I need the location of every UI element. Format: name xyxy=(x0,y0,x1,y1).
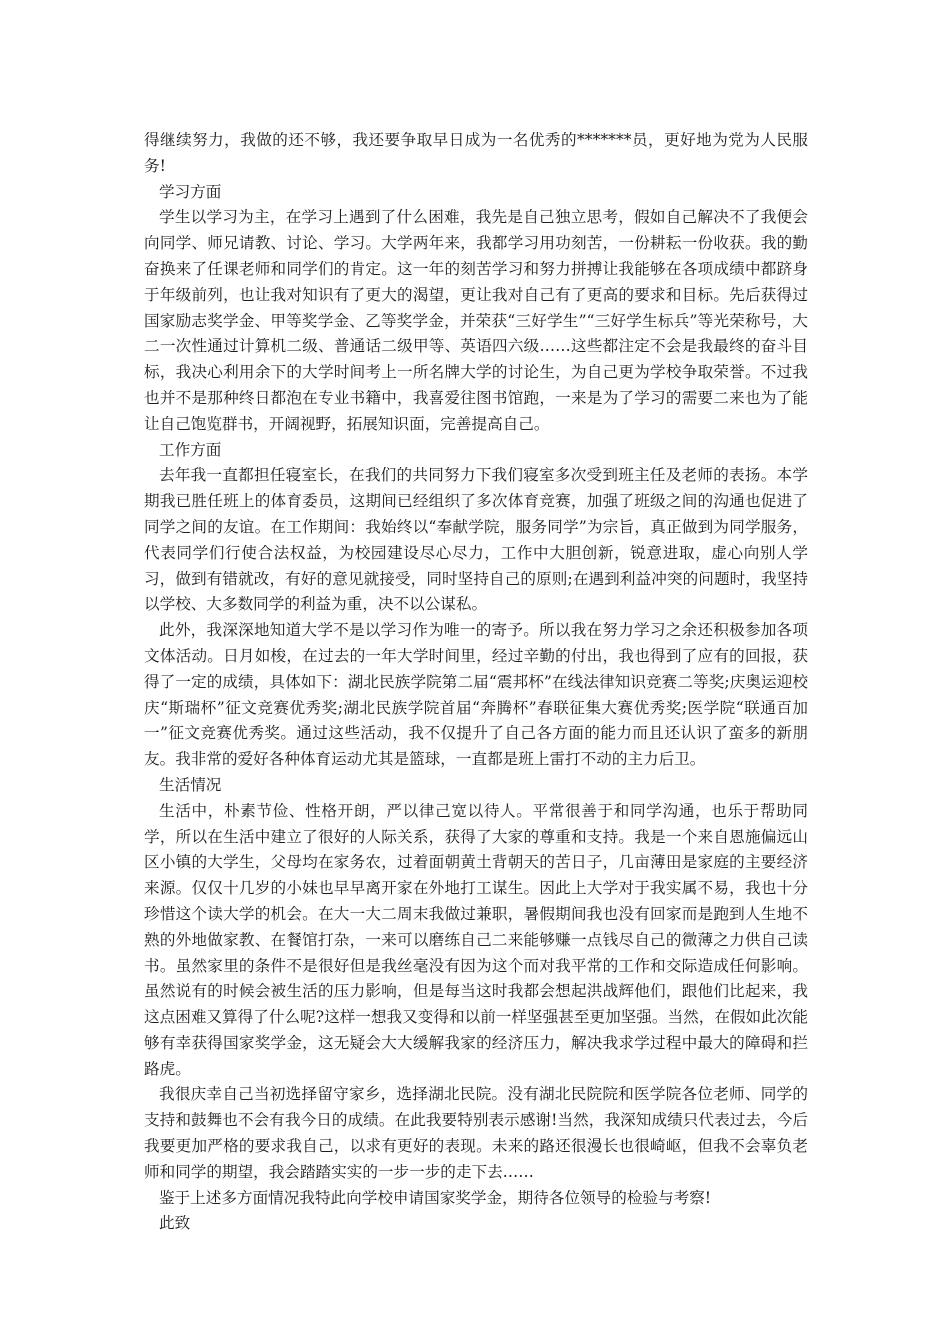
paragraph-gratitude: 我很庆幸自己当初选择留守家乡，选择湖北民院。没有湖北民院院和医学院各位老师、同学的支持和鼓舞也不会有我今日的成绩。在此我要特别表示感谢!当然，我深知成绩只代表过去，今后我要更加严格的要求我自己，以求有更好的表现。未来的路还很漫长也很崎岖，但我不会辜负老师和同学的期望，我会踏踏实实的一步一步的走下去…… xyxy=(144,1085,808,1181)
paragraph-application: 鉴于上述多方面情况我特此向学校申请国家奖学金，期待各位领导的检验与考察! xyxy=(159,1188,712,1207)
paragraph-continued: 得继续努力，我做的还不够，我还要争取早日成为一名优秀的*******员，更好地为党为人民服务! xyxy=(144,131,808,175)
paragraph-life: 生活中，朴素节俭、性格开朗，严以律己宽以待人。平常很善于和同学沟通，也乐于帮助同学，所以在生活中建立了很好的人际关系，获得了大家的尊重和支持。我是一个来自恩施偏远山区小镇的大学生，父母均在家务农，过着面朝黄土背朝天的苦日子，几亩薄田是家庭的主要经济来源。仅仅十几岁的小妹也早早离开家在外地打工谋生。因此上大学对于我实属不易，我也十分珍惜这个读大学的机会。在大一大二周末我做过兼职，暑假期间我也没有回家而是跑到人生地不熟的外地做家教、在餐馆打杂，一来可以磨练自己二来能够赚一点钱尽自己的微薄之力供自己读书。虽然家里的条件不是很好但是我丝毫没有因为这个而对我平常的工作和交际造成任何影响。虽然说有的时候会被生活的压力影响，但是每当这时我都会想起洪战辉他们，跟他们比起来，我这点困难又算得了什么呢?这样一想我又变得和以前一样坚强甚至更加坚强。当然，在假如此次能够有幸获得国家奖学金，这无疑会大大缓解我家的经济压力，解决我求学过程中最大的障碍和拦路虎。 xyxy=(144,801,808,1078)
section-heading-work: 工作方面 xyxy=(159,440,222,459)
paragraph-work: 去年我一直都担任寝室长，在我们的共同努力下我们寝室多次受到班主任及老师的表扬。本学期我已胜任班上的体育委员，这期间已经组织了多次体育竞赛，加强了班级之间的沟通也促进了同学之间的友谊。在工作期间：我始终以“奉献学院，服务同学”为宗旨，真正做到为同学服务，代表同学们行使合法权益，为校园建设尽心尽力，工作中大胆创新，锐意进取，虚心向别人学习，做到有错就改，有好的意见就接受，同时坚持自己的原则;在遇到利益冲突的问题时，我坚持以学校、大多数同学的利益为重，决不以公谋私。 xyxy=(144,466,808,614)
document-body xyxy=(144,128,808,1237)
section-heading-study: 学习方面 xyxy=(159,182,222,201)
closing-salutation: 此致 xyxy=(159,1214,191,1233)
section-heading-life: 生活情况 xyxy=(159,775,222,794)
paragraph-activities: 此外，我深深地知道大学不是以学习作为唯一的寄予。所以我在努力学习之余还积极参加各项文体活动。日月如梭，在过去的一年大学时间里，经过辛勤的付出，我也得到了应有的回报，获得了一定的成绩，具体如下：湖北民族学院第二届“震邦杯”在线法律知识竞赛二等奖;庆奥运迎校庆“斯瑞杯”征文竞赛优秀奖;湖北民族学院首届“奔腾杯”春联征集大赛优秀奖;医学院“联通百加一”征文竞赛优秀奖。通过这些活动，我不仅提升了自己各方面的能力而且还认识了蛮多的新朋友。我非常的爱好各种体育运动尤其是篮球，一直都是班上雷打不动的主力后卫。 xyxy=(144,621,808,769)
paragraph-study: 学生以学习为主，在学习上遇到了什么困难，我先是自己独立思考，假如自己解决不了我便会向同学、师兄请教、讨论、学习。大学两年来，我都学习用功刻苦，一份耕耘一份收获。我的勤奋换来了任课老师和同学们的肯定。这一年的刻苦学习和努力拼搏让我能够在各项成绩中都跻身于年级前列，也让我对知识有了更大的渴望，更让我对自己有了更高的要求和目标。先后获得过国家励志奖学金、甲等奖学金、乙等奖学金，并荣获“三好学生”“三好学生标兵”等光荣称号，大二一次性通过计算机二级、普通话二级甲等、英语四六级……这些都注定不会是我最终的奋斗目标，我决心利用余下的大学时间考上一所名牌大学的讨论生，为自己更为学校争取荣誉。不过我也并不是那种终日都泡在专业书籍中，我喜爱往图书馆跑，一来是为了学习的需要二来也为了能让自己饱览群书，开阔视野，拓展知识面，完善提高自己。 xyxy=(144,208,808,433)
